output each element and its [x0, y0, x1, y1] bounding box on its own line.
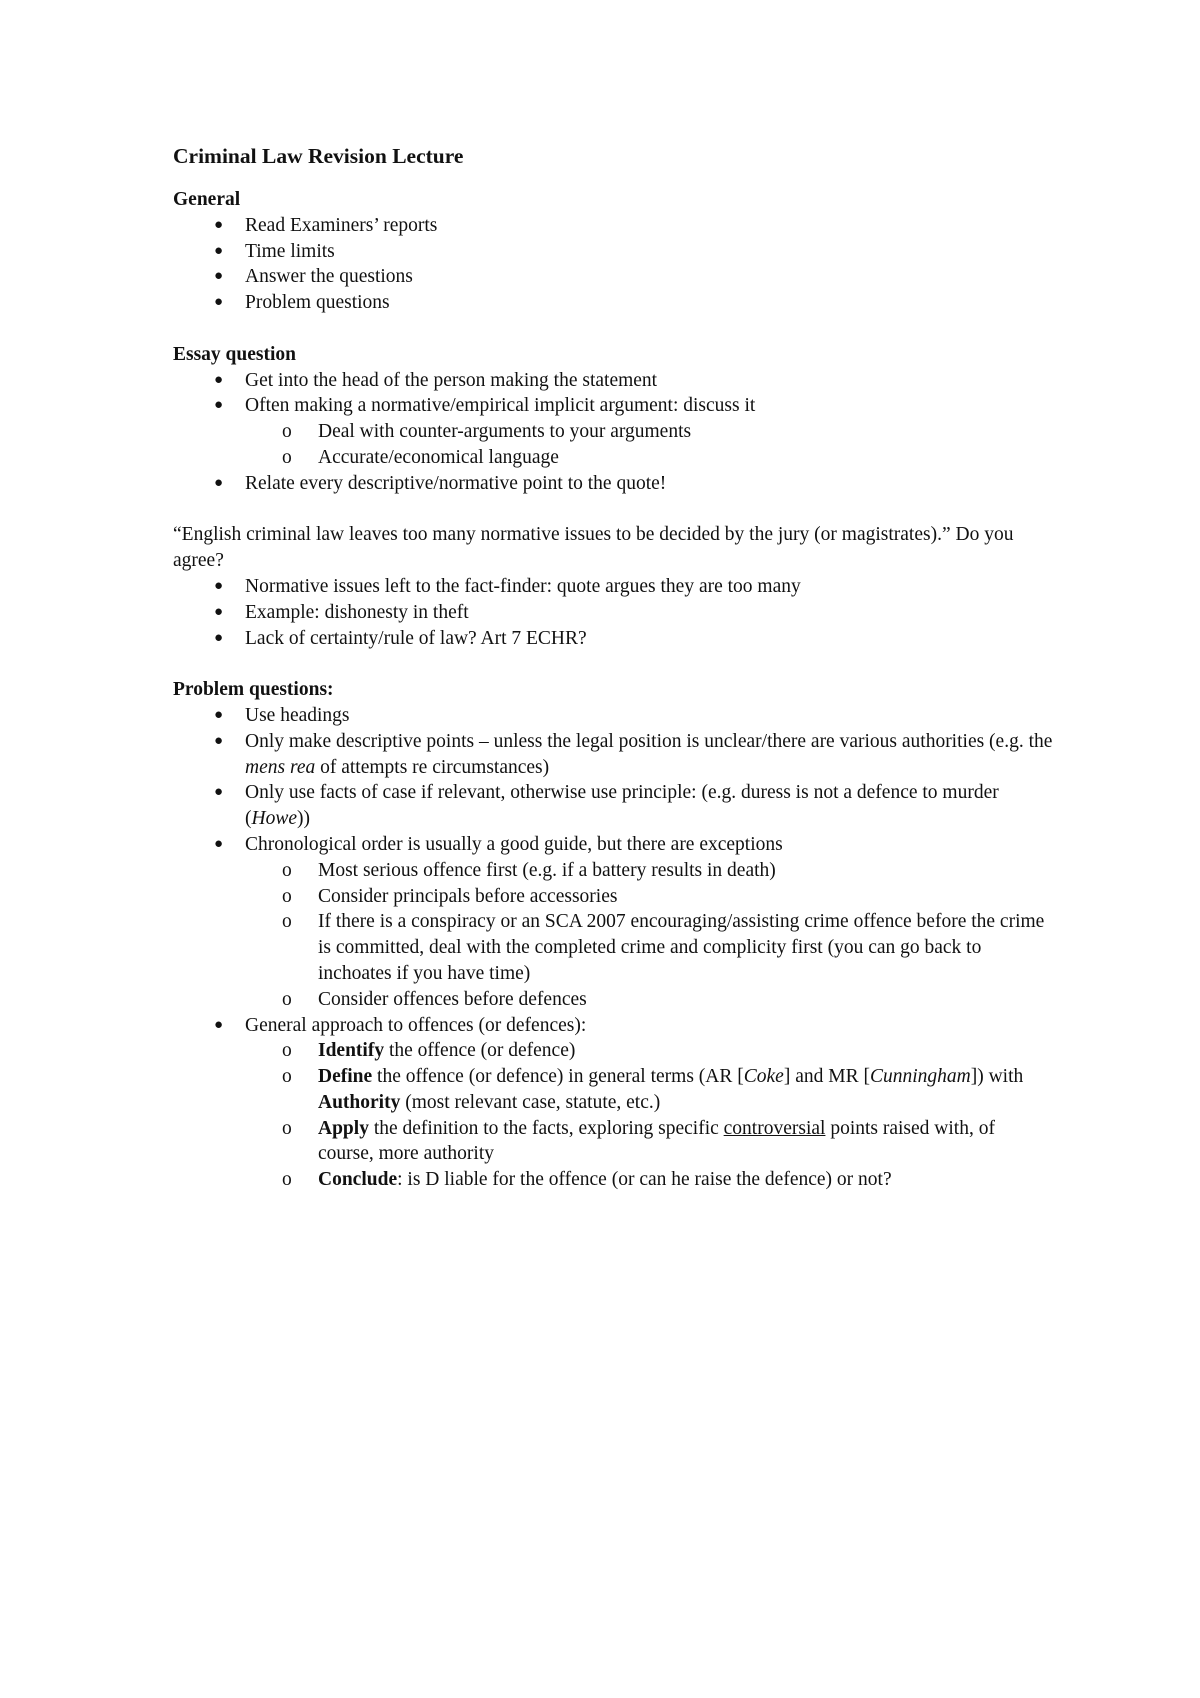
sub-bullet-icon: o	[282, 988, 292, 1010]
bullet-icon: ●	[214, 577, 224, 594]
bullet-icon: ●	[214, 371, 224, 388]
sub-list-item: o Conclude: is D liable for the offence (or can he raise the defence) or not?	[173, 1167, 1053, 1193]
bullet-icon: ●	[214, 474, 224, 491]
sub-bullet-icon: o	[282, 446, 292, 468]
bullet-icon: ●	[214, 1016, 224, 1033]
bullet-icon: ●	[214, 268, 224, 285]
bullet-icon: ●	[214, 784, 224, 801]
sub-list-item: o Identify the offence (or defence)	[173, 1038, 1053, 1064]
list-item: ● Time limits	[173, 239, 1053, 265]
list-item: ● Answer the questions	[173, 264, 1053, 290]
problem-list	[173, 703, 1053, 1193]
list-item: ● General approach to offences (or defences):	[173, 1013, 1053, 1039]
general-list	[173, 213, 1053, 316]
sub-bullet-icon: o	[282, 1040, 292, 1062]
bullet-icon: ●	[214, 216, 224, 233]
sub-bullet-icon: o	[282, 885, 292, 907]
bullet-icon: ●	[214, 732, 224, 749]
sub-list-item: o Apply the definition to the facts, exploring specific controversial points raised with, of course, more authority	[282, 1117, 995, 1165]
bullet-icon: ●	[214, 603, 224, 620]
sub-list-item: o Deal with counter-arguments to your arguments	[173, 419, 1053, 445]
bullet-icon: ●	[214, 629, 224, 646]
list-item: ● Often making a normative/empirical implicit argument: discuss it	[173, 393, 1053, 419]
bullet-icon: ●	[214, 242, 224, 259]
sub-list-item: o If there is a conspiracy or an SCA 2007 encouraging/assisting crime offence before the crime is committed, deal with the completed crime and complicity first (you can go back to inchoates if you have time)	[282, 911, 1045, 984]
list-item: ● Get into the head of the person making the statement	[173, 368, 1053, 394]
list-item: ● Read Examiners’ reports	[173, 213, 1053, 239]
document-title: Criminal Law Revision Lecture	[173, 144, 464, 168]
essay-quote: “English criminal law leaves too many normative issues to be decided by the jury (or magistrates).” Do you agree?	[173, 524, 1014, 572]
sub-bullet-icon: o	[282, 1066, 292, 1088]
list-item: ● Normative issues left to the fact-finder: quote argues they are too many	[173, 574, 1053, 600]
list-item: ● Example: dishonesty in theft	[173, 600, 1053, 626]
list-item: ● Lack of certainty/rule of law? Art 7 ECHR?	[173, 626, 1053, 652]
bullet-icon: ●	[214, 835, 224, 852]
sub-bullet-icon: o	[282, 421, 292, 443]
essay-list	[173, 368, 1053, 497]
bullet-icon: ●	[214, 294, 224, 311]
sub-bullet-icon: o	[282, 911, 292, 933]
list-item: ● Problem questions	[173, 290, 1053, 316]
quote-list	[173, 574, 1053, 651]
sub-list-item: o Most serious offence first (e.g. if a battery results in death)	[173, 858, 1053, 884]
sub-bullet-icon: o	[282, 1169, 292, 1191]
list-item: ● Relate every descriptive/normative point to the quote!	[173, 471, 1053, 497]
list-item: ● Only use facts of case if relevant, otherwise use principle: (e.g. duress is not a defence to murder (Howe))	[214, 782, 999, 830]
sub-bullet-icon: o	[282, 859, 292, 881]
document-page	[173, 142, 1053, 1193]
sub-list-item: o Define the offence (or defence) in general terms (AR [Coke] and MR [Cunningham]) with Authority (most relevant case, statute, etc.)	[282, 1066, 1024, 1113]
list-item: ● Only make descriptive points – unless the legal position is unclear/there are various authorities (e.g. the mens rea of attempts re circumstances)	[214, 730, 1053, 778]
section-heading-general: General	[173, 189, 241, 210]
list-item: ● Chronological order is usually a good guide, but there are exceptions	[173, 832, 1053, 858]
list-item: ● Use headings	[173, 703, 1053, 729]
sub-list-item: o Accurate/economical language	[173, 445, 1053, 471]
sub-bullet-icon: o	[282, 1117, 292, 1139]
sub-list-item: o Consider principals before accessories	[173, 884, 1053, 910]
sub-list-item: o Consider offences before defences	[173, 987, 1053, 1013]
section-heading-essay: Essay question	[173, 343, 296, 365]
bullet-icon: ●	[214, 397, 224, 414]
section-heading-problem: Problem questions:	[173, 679, 334, 701]
bullet-icon: ●	[214, 706, 224, 723]
